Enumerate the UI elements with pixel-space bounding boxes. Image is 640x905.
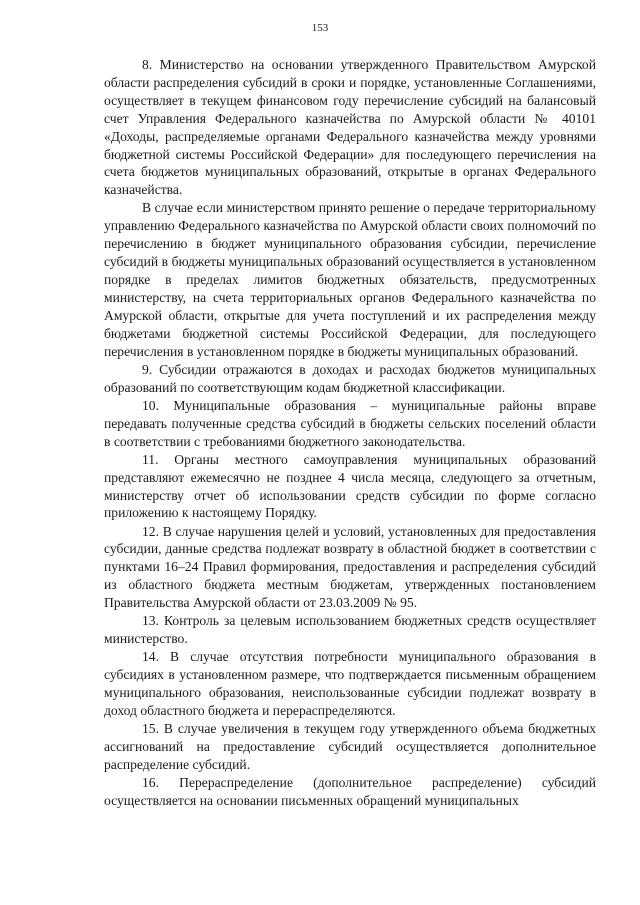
paragraph-14: 14. В случае отсутствия потребности муниципального образования в субсидиях в установленном размере, что подтверждается письменным обращением муниципального образования, неиспользованные субсидии подлежат возврату в доход областного бюджета и перераспределяются. (104, 649, 596, 718)
page-number: 153 (311, 22, 329, 34)
paragraph-12: 12. В случае нарушения целей и условий, установленных для предоставления субсидии, данные средства подлежат возврату в областной бюджет в соответствии с пунктами 16–24 Правил формирования, предоставления и распределения субсидий из областного бюджета местным бюджетам, утвержденных постановлением Правительства Амурской области от 23.03.2009 № 95. (104, 523, 596, 611)
paragraph-13: 13. Контроль за целевым использованием бюджетных средств осуществляет министерство. (104, 613, 596, 647)
paragraph-15: 15. В случае увеличения в текущем году утвержденного объема бюджетных ассигнований на предоставление субсидий осуществляется дополнительное распределение субсидий. (104, 721, 596, 772)
paragraph-8: 8. Министерство на основании утвержденного Правительством Амурской области распределения субсидий в сроки и порядке, установленные Соглашениями, осуществляет в текущем финансовом году перечисление субсидий на балансовый счет Управления Федерального казначейства по Амурской области № 40101 «Доходы, распределяемые органами Федерального казначейства между уровнями бюджетной системы Российской Федерации» для последующего перечисления на счета бюджетов муниципальных образований, открытые в органах Федерального казначейства. (104, 57, 596, 198)
paragraph-16: 16. Перераспределение (дополнительное распределение) субсидий осуществляется на основании письменных обращений муниципальных (104, 774, 596, 808)
paragraph-9: 9. Субсидии отражаются в доходах и расходах бюджетов муниципальных образований по соответствующим кодам бюджетной классификации. (104, 361, 596, 395)
paragraph-11: 11. Органы местного самоуправления муниципальных образований представляют ежемесячно не позднее 4 числа месяца, следующего за отчетным, министерству отчет об использовании средств субсидии по форме согласно приложению к настоящему Порядку. (104, 451, 596, 521)
paragraph-10: 10. Муниципальные образования – муниципальные районы вправе передавать полученные средства субсидий в бюджеты сельских поселений области в соответствии с требованиями бюджетного законодательства. (104, 397, 596, 449)
paragraph-8-continuation: В случае если министерством принято решение о передаче территориальному управлению Федерального казначейства по Амурской области своих полномочий по перечислению в бюджет муниципального образования субсидии, перечисление субсидий в бюджеты муниципальных образований осуществляется в установленном порядке в пределах лимитов бюджетных обязательств, предусмотренных министерству, на счета территориальных органов Федерального казначейства по Амурской области, открытые для учета поступлений и их распределения между бюджетами бюджетной системы Российской Федерации, для последующего перечисления в установленном порядке в бюджеты муниципальных образований. (104, 200, 596, 359)
document-body (104, 56, 596, 810)
